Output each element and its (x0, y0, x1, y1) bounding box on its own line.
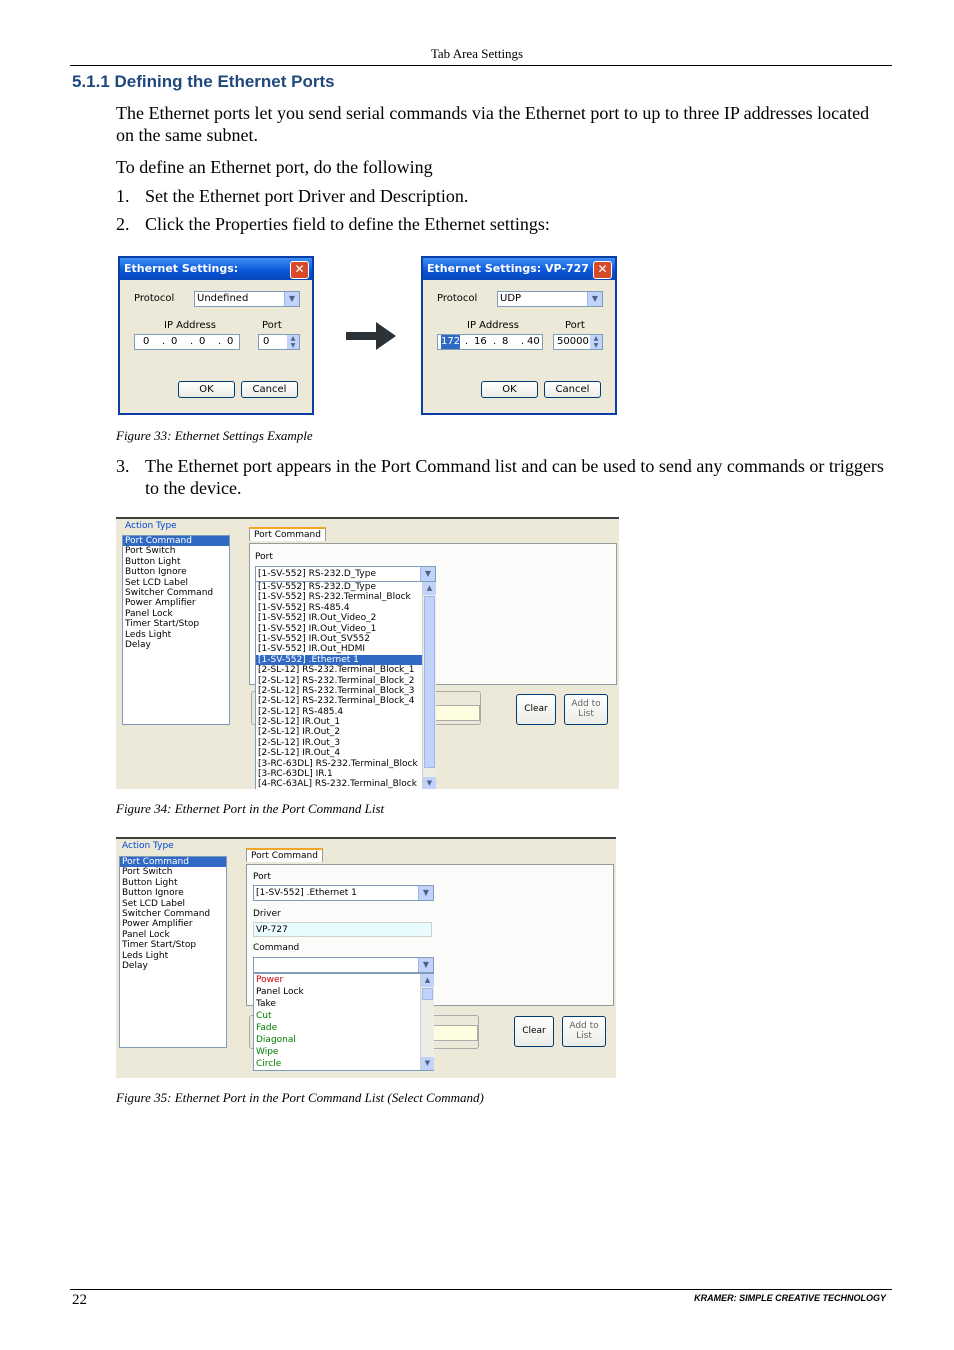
ethernet-settings-dialog-before (118, 256, 314, 415)
intro-instruction: To define an Ethernet port, do the following (116, 157, 433, 177)
cancel-button[interactable]: Cancel (241, 381, 298, 398)
list-item[interactable]: Button Ignore (125, 567, 187, 578)
protocol-label: Protocol (437, 293, 478, 304)
intro-paragraph: The Ethernet ports let you send serial commands via the Ethernet port to up to three IP addresses located on the same subnet. (116, 103, 870, 145)
tab-port-command[interactable]: Port Command (246, 848, 323, 862)
driver-label: Driver (253, 909, 281, 919)
step-text: The Ethernet port appears in the Port Command list and can be used to send any commands or triggers to the device. (145, 456, 884, 498)
page-number: 22 (72, 1292, 87, 1308)
port-dropdown-list[interactable] (255, 581, 436, 789)
action-type-label: Action Type (125, 521, 177, 531)
ip-octet-4: 0 (227, 336, 234, 347)
step-number: 1. (116, 186, 130, 206)
list-item[interactable]: [1-SV-552] .Ethernet 1 (256, 655, 435, 665)
figure-33-caption: Figure 33: Ethernet Settings Example (116, 428, 313, 443)
list-item[interactable]: Cut (256, 1011, 272, 1021)
scrollbar[interactable] (420, 974, 434, 1070)
list-item[interactable]: Power (256, 975, 284, 985)
ip-octet-3: 0 (199, 336, 206, 347)
scroll-thumb[interactable] (422, 988, 433, 1000)
list-item[interactable]: Switcher Command (125, 587, 214, 598)
ip-octet-3: 8 (502, 336, 509, 347)
right-arrow-icon (346, 322, 396, 350)
close-icon[interactable]: ✕ (290, 261, 309, 279)
scrollbar[interactable] (422, 582, 436, 789)
list-item[interactable]: Delay (125, 639, 151, 650)
port-label: Port (262, 320, 282, 331)
ethernet-settings-dialog-after (421, 256, 617, 415)
clear-button[interactable]: Clear (514, 1016, 554, 1047)
list-item[interactable]: [1-SV-552] IR.Out_Video_1 (258, 623, 377, 634)
list-item[interactable]: Switcher Command (122, 908, 211, 919)
list-item[interactable]: [2-SL-12] RS-232.Terminal_Block_4 (258, 696, 415, 707)
add-to-list-button[interactable]: Add to List (564, 694, 608, 725)
step-text: Set the Ethernet port Driver and Description. (145, 186, 469, 206)
ip-octet-1: 0 (143, 336, 150, 347)
list-item[interactable]: Panel Lock (122, 929, 170, 940)
list-item[interactable]: [4-RC-63AL] RS-232.Terminal_Block (258, 779, 417, 789)
list-item[interactable]: Port Switch (125, 546, 176, 557)
list-item[interactable]: Timer Start/Stop (125, 619, 200, 630)
list-item[interactable]: Diagonal (256, 1035, 296, 1045)
protocol-value: UDP (500, 293, 522, 304)
list-item[interactable]: Leds Light (122, 950, 169, 961)
list-item[interactable]: Timer Start/Stop (122, 940, 197, 951)
scroll-up-icon[interactable]: ▲ (421, 974, 434, 987)
chevron-down-icon[interactable]: ▼ (284, 292, 299, 306)
chevron-down-icon[interactable]: ▼ (420, 567, 435, 581)
header-rule (70, 65, 892, 66)
action-type-list[interactable] (119, 856, 227, 1048)
action-type-list[interactable] (122, 535, 230, 725)
port-spinner[interactable] (553, 334, 603, 350)
list-item[interactable]: Delay (122, 960, 148, 971)
step-number: 2. (116, 214, 130, 234)
list-item[interactable]: Power Amplifier (122, 919, 193, 930)
command-label: Command (253, 943, 300, 953)
step-2 (116, 213, 886, 235)
protocol-value: Undefined (197, 293, 249, 304)
list-item[interactable]: Port Command (123, 536, 229, 546)
command-dropdown-list[interactable] (253, 973, 434, 1071)
spin-arrows-icon[interactable]: ▲ ▼ (287, 335, 299, 349)
ip-octet-1: 172 (441, 336, 461, 347)
list-item[interactable]: [2-SL-12] RS-485.4 (258, 706, 344, 717)
footer-rule (70, 1289, 892, 1290)
list-item[interactable]: Panel Lock (125, 608, 173, 619)
list-item[interactable]: [2-SL-12] IR.Out_2 (258, 727, 341, 738)
list-item[interactable]: Panel Lock (256, 987, 304, 997)
protocol-select[interactable] (497, 291, 603, 307)
list-item[interactable]: Port Command (120, 857, 226, 867)
list-item[interactable]: [2-SL-12] IR.Out_3 (258, 737, 341, 748)
list-item[interactable]: [2-SL-12] RS-232.Terminal_Block_1 (258, 665, 415, 676)
list-item[interactable]: [1-SV-552] IR.Out_SV552 (258, 633, 370, 644)
list-item[interactable]: Button Light (125, 556, 181, 567)
chevron-down-icon[interactable]: ▼ (587, 292, 602, 306)
tab-port-command[interactable]: Port Command (249, 527, 326, 541)
list-item[interactable]: [2-SL-12] IR.Out_4 (258, 748, 341, 759)
list-item[interactable]: Wipe (256, 1047, 279, 1057)
port-select[interactable] (253, 885, 434, 901)
action-type-label: Action Type (122, 841, 174, 851)
scroll-up-icon[interactable]: ▲ (423, 582, 436, 595)
command-select[interactable] (253, 957, 434, 973)
list-item[interactable]: [1-SV-552] RS-232.Terminal_Block (258, 592, 411, 603)
list-item[interactable]: [1-SV-552] IR.Out_HDMI (258, 644, 366, 655)
port-select[interactable] (255, 566, 436, 582)
list-item[interactable]: Take (256, 999, 276, 1009)
list-item[interactable]: Fade (256, 1023, 278, 1033)
scroll-down-icon[interactable]: ▼ (421, 1057, 434, 1070)
list-item[interactable]: Port Switch (122, 867, 173, 878)
spin-arrows-icon[interactable]: ▲ ▼ (590, 335, 602, 349)
clear-button[interactable]: Clear (516, 694, 556, 725)
list-item[interactable]: [1-SV-552] IR.Out_Video_2 (258, 613, 377, 624)
list-item[interactable]: [2-SL-12] RS-232.Terminal_Block_3 (258, 685, 415, 696)
ok-button[interactable]: OK (178, 381, 235, 398)
ip-address-field[interactable]: 172 . 16 . 8 . 40 (437, 334, 543, 350)
add-to-list-button[interactable]: Add to List (562, 1016, 606, 1047)
ip-octet-4: 40 (527, 336, 540, 347)
section-heading: 5.1.1 Defining the Ethernet Ports (72, 72, 335, 91)
scroll-down-icon[interactable]: ▼ (423, 777, 436, 789)
list-item[interactable]: Set LCD Label (122, 898, 186, 909)
protocol-select[interactable] (194, 291, 300, 307)
driver-field: VP-727 (253, 922, 432, 937)
step-1 (116, 185, 886, 207)
step-number: 3. (116, 456, 130, 476)
port-value: 50000 (557, 336, 589, 347)
ip-address-label: IP Address (164, 320, 216, 331)
ip-octet-2: 16 (474, 336, 487, 347)
port-label: Port (253, 872, 271, 882)
list-item[interactable]: Circle (256, 1059, 282, 1069)
protocol-label: Protocol (134, 293, 175, 304)
scroll-thumb[interactable] (424, 596, 435, 768)
step-text: Click the Properties field to define the Ethernet settings: (145, 214, 550, 234)
port-value: [1-SV-552] .Ethernet 1 (256, 888, 357, 898)
ip-address-label: IP Address (467, 320, 519, 331)
list-item[interactable]: [3-RC-63DL] IR.1 (258, 769, 333, 780)
port-command-panel-select (116, 837, 616, 1078)
list-item[interactable]: Button Light (122, 877, 178, 888)
ip-address-field[interactable]: 0 . 0 . 0 . 0 (134, 334, 240, 350)
cancel-button[interactable]: Cancel (544, 381, 601, 398)
port-value: [1-SV-552] RS-232.D_Type (258, 569, 376, 579)
port-label: Port (255, 552, 273, 562)
port-label: Port (565, 320, 585, 331)
list-item[interactable]: Set LCD Label (125, 577, 189, 588)
list-item[interactable]: [2-SL-12] RS-232.Terminal_Block_2 (258, 675, 415, 686)
list-item[interactable]: Power Amplifier (125, 598, 196, 609)
ip-octet-2: 0 (171, 336, 178, 347)
list-item[interactable]: [1-SV-552] RS-232.D_Type (258, 582, 376, 592)
figure-34-caption: Figure 34: Ethernet Port in the Port Command List (116, 801, 385, 816)
ok-button[interactable]: OK (481, 381, 538, 398)
list-item[interactable]: Button Ignore (122, 888, 184, 899)
close-icon[interactable]: ✕ (593, 261, 612, 279)
dialog-title: Ethernet Settings: (120, 258, 312, 280)
chevron-down-icon[interactable]: ▼ (418, 958, 433, 972)
running-header: Tab Area Settings (430, 46, 524, 61)
list-item[interactable]: [1-SV-552] RS-485.4 (258, 602, 350, 613)
list-item[interactable]: [2-SL-12] IR.Out_1 (258, 717, 341, 728)
step-3 (116, 455, 886, 499)
chevron-down-icon[interactable]: ▼ (418, 886, 433, 900)
figure-35-caption: Figure 35: Ethernet Port in the Port Command List (Select Command) (116, 1090, 484, 1105)
port-command-panel (116, 517, 619, 789)
list-item[interactable]: [3-RC-63DL] RS-232.Terminal_Block (258, 758, 418, 769)
port-spinner[interactable] (258, 334, 300, 350)
dialog-title: Ethernet Settings: VP-727 (423, 258, 615, 280)
footer-brand: KRAMER: SIMPLE CREATIVE TECHNOLOGY (694, 1293, 886, 1303)
port-value: 0 (263, 336, 270, 347)
list-item[interactable]: Leds Light (125, 629, 172, 640)
